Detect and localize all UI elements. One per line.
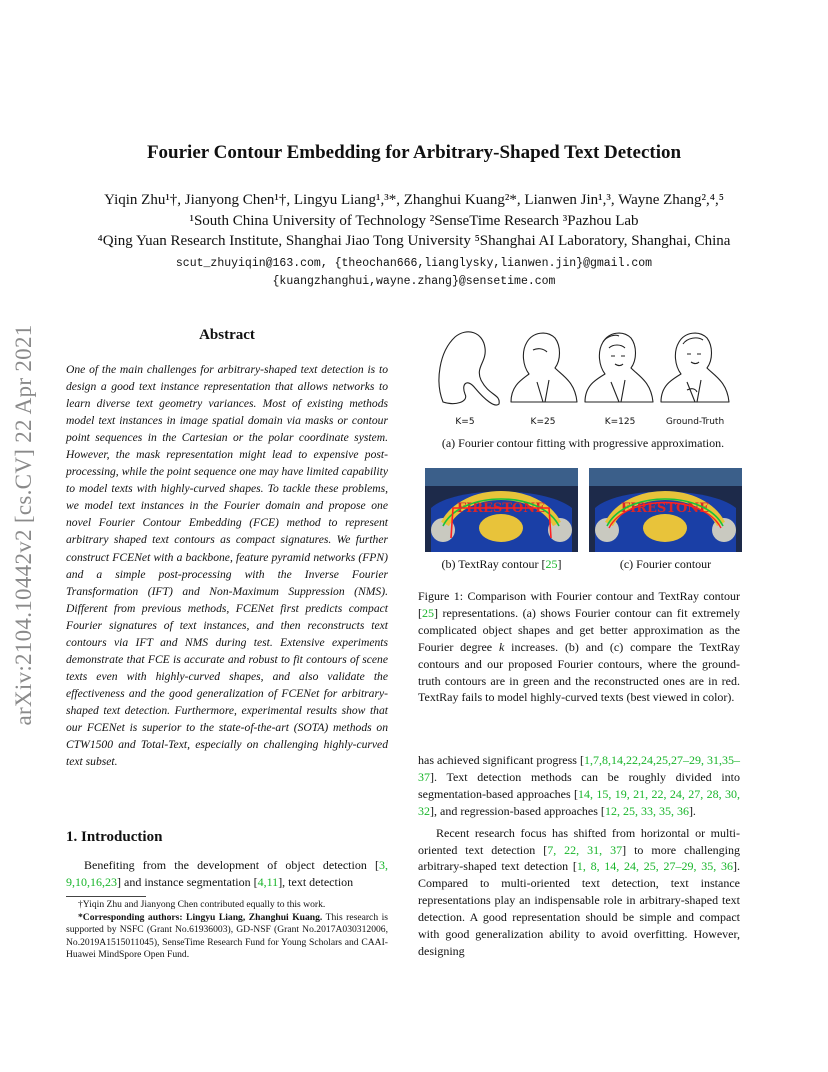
sign-text: FIRESTONE — [620, 501, 710, 516]
citation-link[interactable]: 12, 25, 33, 35, 36 — [604, 803, 689, 818]
abstract-body: One of the main challenges for arbitrary-shaped text detection is to design a good text instance representation that allows networks to learn diverse text geometry variances. Most of existing methods model text instances in image spatial domain via masks or contour point sequences in the Cartesian or the polar coordinate system. However, the mask representation might lead to expensive post-processing, while the point sequence one may have limited capability to model texts with highly-curved shapes. To tackle these problems, we model text instances in the Fourier domain and propose one novel Fourier Contour Embedding (FCE) method to represent arbitrary shaped text contours as compact signatures. We further construct FCENet with a backbone, feature pyramid networks (FPN) and a simple post-processing with the Inverse Fourier Transformation (IFT) and Non-Maximum Suppression (NMS). Different from previous methods, FCENet first predicts compact Fourier signatures of text instances, and then reconstructs text contours via IFT and NMS during test. Extensive experiments demonstrate that FCE is accurate and robust to fit contours of scene texts even with highly-curved shapes, and also validate the effectiveness and the good generalization of FCENet for arbitrary-shaped text detection. Furthermore, experimental results show that our FCENet is superior to the state-of-the-art (SOTA) methods on CTW1500 and Total-Text, especially on challenging highly-curved text subset. — [66, 363, 388, 769]
paragraph: has achieved significant progress [1,7,8,14,22,24,25,27–29, 31,35–37]. Text detection methods can be roughly divided into segmentation-based approaches [14, 15, 19, 21, 22, 24, 27, 28, 30, 32], and regression-based approaches [12, 25, 33, 35, 36]. — [418, 753, 740, 818]
figure-caption-c: (c) Fourier contour — [619, 557, 712, 571]
arxiv-stamp — [4, 290, 44, 760]
introduction-heading: 1. Introduction — [66, 829, 163, 845]
citation-link[interactable]: 1,7,8,14,22,24,25,27–29, 31,35–37 — [418, 753, 740, 784]
footnote-equal-contribution: †Yiqin Zhu and Jianyong Chen contributed equally to this work. — [78, 899, 326, 910]
abstract-heading: Abstract — [199, 327, 255, 343]
right-column-body — [418, 752, 740, 960]
author-names: Yiqin Zhu¹†, Jianyong Chen¹†, Lingyu Liang¹,³*, Zhanghui Kuang²*, Lianwen Jin¹,³, Wayne Zhang²,⁴,⁵ — [104, 192, 724, 208]
citation-link[interactable]: 25 — [545, 557, 558, 571]
citation-link[interactable]: 3, 9,10,16,23 — [66, 858, 388, 889]
paper-title: Fourier Contour Embedding for Arbitrary-Shaped Text Detection — [146, 142, 682, 163]
figure-1-caption: Figure 1: Comparison with Fourier contour and TextRay contour [25] representations. (a) shows Fourier contour can fit extremely complicated object shapes and get better approximation as the Fourier degree k increases. (b) and (c) compare the TextRay contours and our proposed Fourier contours, where the ground-truth contours are in green and the reconstructed ones are in red. TextRay fails to model highly-curved texts (best viewed in color). — [418, 589, 740, 705]
footnote-divider — [66, 896, 146, 897]
citation-link[interactable]: 25 — [422, 605, 434, 620]
introduction-body: Benefiting from the development of object detection [3, 9,10,16,23] and instance segmentation [4,11], text detection — [66, 858, 388, 889]
textray-photo — [425, 468, 578, 552]
figure-caption-a: (a) Fourier contour fitting with progressive approximation. — [441, 436, 725, 450]
author-affiliations-1: ¹South China University of Technology ²SenseTime Research ³Pazhou Lab — [189, 213, 639, 229]
paragraph: Recent research focus has shifted from horizontal or multi-oriented text detection [7, 22, 31, 37] to more challenging arbitrary-shaped text detection [1, 8, 14, 24, 25, 27–29, 35, 36]. Compared to multi-oriented text detection, text instance representations play an indispensable role in arbitrary-shaped text detection. A good representation should be simple and compact with good generalization ability to avoid overfitting. However, designing — [418, 825, 741, 958]
citation-link[interactable]: 4,11 — [257, 875, 279, 889]
citation-link[interactable]: 1, 8, 14, 24, 25, 27–29, 35, 36 — [576, 859, 734, 874]
sketch-k5 — [439, 332, 499, 405]
k-label: K=125 — [604, 417, 636, 427]
k-label: Ground-Truth — [665, 417, 725, 427]
sketch-k125 — [585, 333, 653, 402]
sign-text: FIRESTONE — [456, 501, 546, 516]
footnotes — [66, 899, 388, 962]
author-emails-1: scut_zhuyiqin@163.com, {theochan666,lianglysky,lianwen.jin}@gmail.com — [175, 257, 653, 270]
figure-caption-b: (b) TextRay contour [25] — [441, 557, 562, 571]
footnote-corresponding: *Corresponding authors: Lingyu Liang, Zhanghui Kuang. This research is supported by NSFC (Grant No.61936003), GD-NSF (Grant No.2017A030312006, No.2019A1515011045), SenseTime Research Fund for Young Scholars and CAAI-Huawei MindSpore Open Fund. — [66, 911, 388, 960]
sketch-k25 — [511, 333, 577, 402]
author-emails-2: {kuangzhanghui,wayne.zhang}@sensetime.com — [272, 275, 556, 288]
citation-link[interactable]: 7, 22, 31, 37 — [547, 842, 623, 857]
fourier-photo — [589, 468, 742, 552]
fourier-contour-sketches — [425, 322, 741, 432]
author-affiliations-2: ⁴Qing Yuan Research Institute, Shanghai Jiao Tong University ⁵Shanghai AI Laboratory, Shanghai, China — [97, 233, 731, 249]
k-label: K=5 — [455, 417, 475, 427]
sketch-ground-truth — [661, 333, 729, 402]
citation-link[interactable]: 14, 15, 19, 21, 22, 24, 27, 28, 30, 32 — [418, 786, 740, 818]
arxiv-stamp-text: arXiv:2104.10442v2 [cs.CV] 22 Apr 2021 — [11, 324, 36, 726]
k-label: K=25 — [530, 417, 556, 427]
